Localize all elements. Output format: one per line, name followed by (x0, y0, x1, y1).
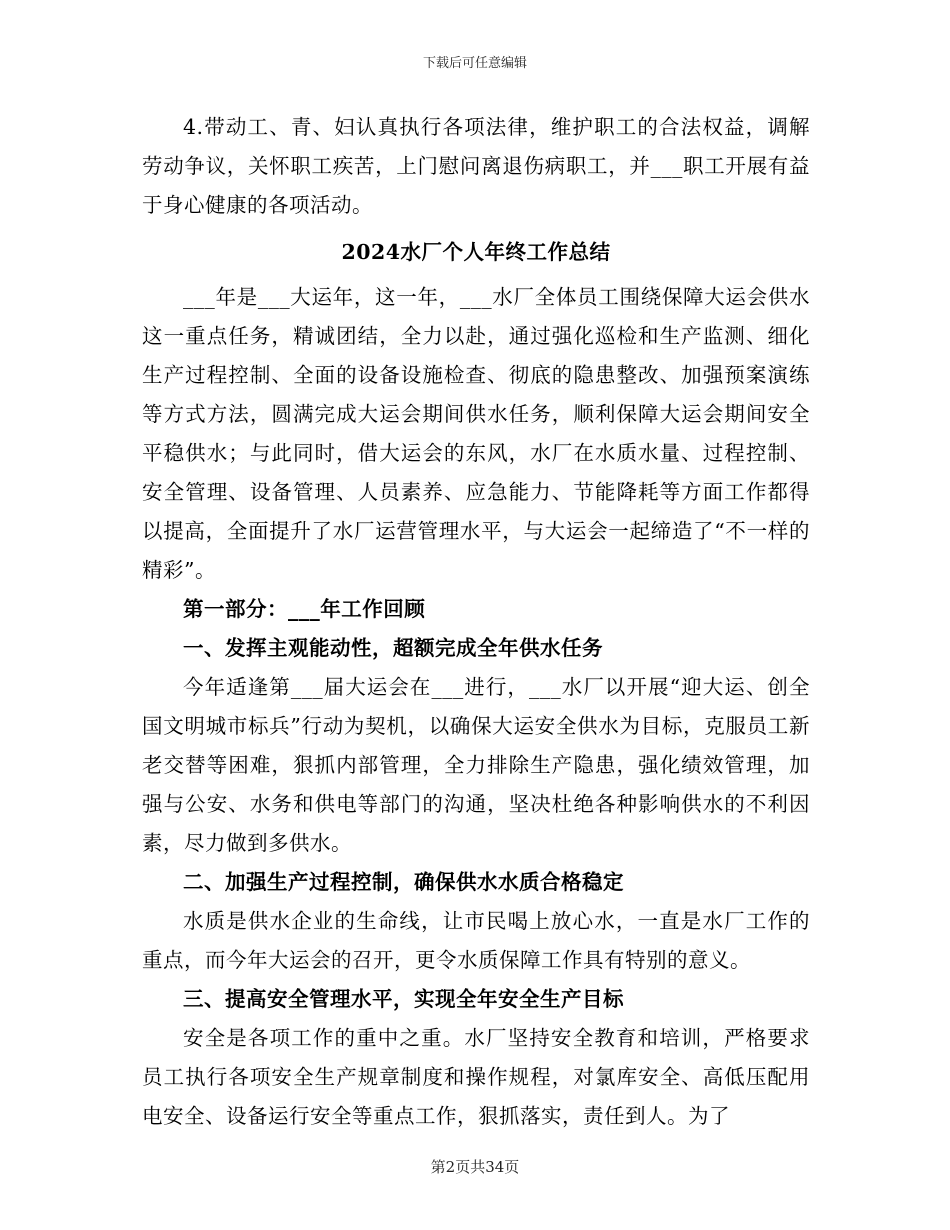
paragraph-quality: 水质是供水企业的生命线，让市民喝上放心水，一直是水厂工作的重点，而今年大运会的召开，更令水质保障工作具有特别的意义。 (142, 909, 810, 972)
page-header: 下载后可任意编辑 (422, 56, 527, 71)
paragraph-item-4: 4.带动工、青、妇认真执行各项法律，维护职工的合法权益，调解劳动争议，关怀职工疾苦，上门慰问离退伤病职工，并___职工开展有益于身心健康的各项活动。 (142, 115, 810, 217)
section-heading-1: 一、发挥主观能动性，超额完成全年供水任务 (183, 636, 603, 660)
section-heading-part1: 第一部分：___年工作回顾 (183, 597, 426, 621)
intro-paragraph: ___年是___大运年，这一年，___水厂全体员工围绕保障大运会供水这一重点任务，精诚团结，全力以赴，通过强化巡检和生产监测、细化生产过程控制、全面的设备设施检查、彻底的隐患整改、加强预案演练等方式方法，圆满完成大运会期间供水任务，顺利保障大运会期间安全平稳供水；与此同时，借大运会的东风，水厂在水质水量、过程控制、安全管理、设备管理、人员素养、应急能力、节能降耗等方面工作都得以提高，全面提升了水厂运营管理水平，与大运会一起缔造了“不一样的精彩”。 (142, 285, 810, 582)
document-body (142, 108, 810, 1136)
section-heading-2: 二、加强生产过程控制，确保供水水质合格稳定 (183, 870, 624, 894)
paragraph-supply: 今年适逢第___届大运会在___进行，___水厂以开展“迎大运、创全国文明城市标兵”行动为契机，以确保大运安全供水为目标，克服员工新老交替等困难，狠抓内部管理，全力排除生产隐患，强化绩效管理，加强与公安、水务和供电等部门的沟通，坚决杜绝各种影响供水的不利因素，尽力做到多供水。 (142, 675, 810, 855)
paragraph-safety: 安全是各项工作的重中之重。水厂坚持安全教育和培训，严格要求员工执行各项安全生产规章制度和操作规程，对氯库安全、高低压配用电安全、设备运行安全等重点工作，狠抓落实，责任到人。为了 (142, 1026, 810, 1128)
page-footer: 第2页共34页 (430, 1158, 520, 1176)
section-heading-3: 三、提高安全管理水平，实现全年安全生产目标 (183, 987, 624, 1011)
document-title: 2024水厂个人年终工作总结 (341, 240, 611, 264)
